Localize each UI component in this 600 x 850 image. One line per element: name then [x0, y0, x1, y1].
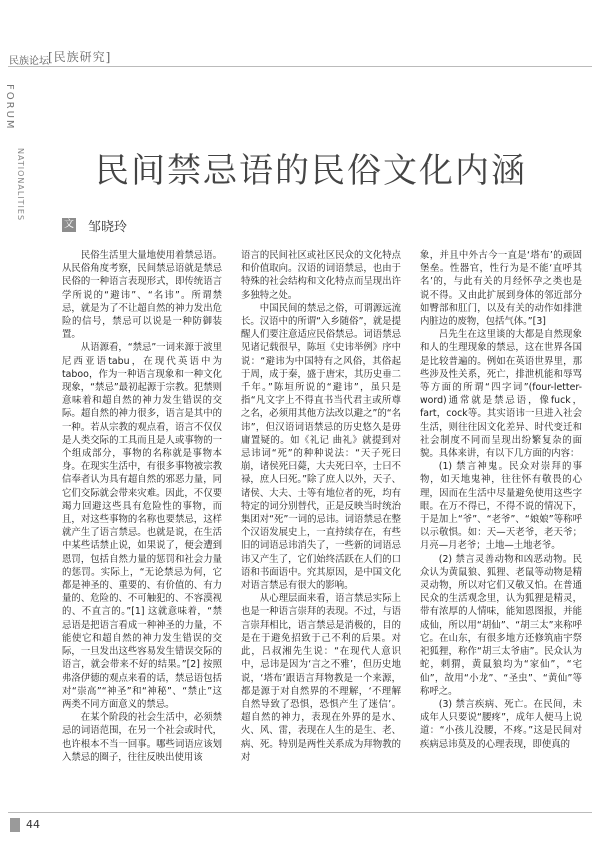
paragraph: 民俗生活里大量地使用着禁忌语。从民俗角度考察，民间禁忌语就是禁忌民俗的一种语言表现形式，即传统语言学所说的“避讳”、“名讳”。所谓禁忌，就是为了不让超自然的神力发出危险的信号，禁忌可以说是一种防御装置。 — [62, 250, 222, 341]
paragraph: 从心理层面来看，语言禁忌实际上也是一种语言崇拜的表现。不过，与语言崇拜相比，语言禁忌是消极的，目的是在于避免招致于己不利的后果。对此，吕叔湘先生说：“在现代人意识中，忌讳是因为‘言之不雅’，但历史地说，‘塔布’跟语言拜物教是一个来源，都是源于对自然界的不理解，‘不理解自然导致了恐惧，恐惧产生了迷信’。超自然的神力，表现在外界的是水、火、风、雷，表现在人生的是生、老、病、死。特别是两性关系成为拜物教的对 — [241, 593, 401, 763]
paragraph: 语言的民间社区或社区民众的文化特点和价值取向。汉语的词语禁忌，也由于特殊的社会结构和文化特点而呈现出许多独特之处。 — [241, 250, 401, 301]
paragraph: (1) 禁言神鬼。民众对崇拜的事物，如天地鬼神，往往怀有敬畏的心理，因而在生活中尽量避免使用这些字眼。在万不得已，不得不说的情况下，于是加上“爷”、“老爷”、“娘娘”等称呼以示敬惧。如：天—天老爷，老天爷；月亮—月老爷；土地—土地老爷。 — [420, 461, 582, 552]
section-label: [民族研究] — [48, 50, 112, 64]
text-column-2 — [241, 249, 401, 805]
footer-rule — [8, 812, 592, 813]
paragraph: 中国民间的禁忌之俗，可谓源远流长。汉语中的所谓“入乡随俗”，就是提醒人们要注意适应民俗禁忌。词语禁忌见诸记载很早，陈垣《史讳举例》序中说：“避讳为中国特有之风俗，其俗起于周，成于秦，盛于唐宋，其历史垂二千年。”陈垣所说的“避讳”，虽只是指“凡文字上不得直书当代君主或所尊之名，必须用其他方法改以避之”的“名讳”，但汉语词语禁忌的历史悠久是毋庸置疑的。如《礼记 曲礼》就提到对忌讳词“死”的种种说法：“天子死曰崩，诸侯死曰薨，大夫死曰卒，士曰不禄，庶人曰死。”除了庶人以外，天子、诸侯、大夫、士等有地位者的死，均有特定的词分别替代，正是反映当时统治集团对“死”一词的忌讳。词语禁忌在整个汉语发展史上，一直持续存在，有些旧的词语忌讳消失了，一些新的词语忌讳又产生了，它们始终活跃在人们的口语和书面语中。究其原因，是中国文化对语言禁忌有很大的影响。 — [241, 302, 401, 592]
author-mark: 文 — [64, 219, 74, 230]
article-author: 邹晓玲 — [88, 220, 128, 235]
paragraph: 象，并且中外古今一直是‘塔布’的顽固堡垒。性器官，性行为是不能‘直呼其名’的，与此有关的月经怀孕之类也是说不得。又由此扩展到身体的邻近部分如臀部和肛门，以及有关的动作如排泄内脏边的废物，包括气体。”[3] — [420, 250, 582, 328]
paragraph: 在某个阶段的社会生活中，必须禁忌的词语范围，在另一个社会或时代，也许根本不当一回事。哪些词语应该划入禁忌的圈子，往往反映出使用该 — [62, 712, 222, 763]
text-column-1 — [62, 249, 222, 805]
header-rule — [8, 66, 592, 67]
paragraph: (2) 禁言灵善动物和凶恶动物。民众认为黄鼠狼、狐狸、老鼠等动物是精灵动物，所以对它们又敬又怕。在普通民众的生活观念里，认为狐狸是精灵，带有浓厚的人情味，能知恩图报，并能成仙，所以用“胡仙”、“胡三太”来称呼它。在山东，有很多地方还修筑庙宇祭祀狐狸，称作“胡三太爷庙”。民众认为蛇，刺猬，黄鼠狼均为“家仙”，“宅仙”，故用“小龙”、“圣虫”、“黄仙”等称呼之。 — [420, 553, 582, 697]
paragraph: (3) 禁言疾病、死亡。在民间，未成年人只要说“腰疼”，成年人便马上说道：“小孩儿没腰，不疼。”这是民间对疾病忌讳莫及的心理表现，即使真的 — [420, 698, 582, 750]
page-number-bar — [10, 818, 20, 832]
page-number: 44 — [26, 818, 40, 831]
article-title: 民间禁忌语的民俗文化内涵 — [95, 150, 527, 191]
vertical-forum-label: FORUM — [4, 84, 15, 131]
text-column-3 — [420, 249, 582, 805]
paragraph: 从语源看，“禁忌”一词来源于波里尼西亚语tabu，在现代英语中为taboo，作为一种语言现象和一种文化现象，“禁忌”最初起源于宗教。犯禁则意味着和超自然的神力发生错误的交际。超自然的神力很多，语言是其中的一种。若从宗教的观点看，语言不仅仅是人类交际的工具而且是人或事物的一个组成部分，事物的名称就是事物本身。在现实生活中，有很多事物被宗教信奉者认为具有超自然的邪恶力量，同它们交际就会带来灾难。因此，不仅要竭力回避这些具有危险性的事物，而且，对这些事物的名称也要禁忌，这样就产生了语言禁忌。也就是说，在生活中某些话禁止说，如果说了，便会遭到恩罚，包括自然力量的惩罚和社会力量的惩罚。实际上，“无论禁忌为何，它都是神圣的、重要的、有价值的、有力量的、危险的、不可触犯的、不容漠视的、不直言的。”[1] 这就意味着，“禁忌语是把语言看成一种神圣的力量，不能使它和超自然的神力发生错误的交际，一旦发出这些容易发生错误交际的语言，就会带来不好的结果。”[2] 按照弗洛伊德的观点来看的话，禁忌语包括对“崇高”“神圣”和“神秘”、“禁止”这两类不同方面意义的禁忌。 — [62, 342, 222, 710]
journal-name: 民族论坛 — [9, 56, 49, 67]
paragraph: 吕先生在这里谈的大都是自然现象和人的生理现象的禁忌，这在世界各国是比较普遍的。例如在英语世界里，那些涉及性关系，死亡，排泄机能和辱骂等方面的所谓“四字词”(four-letter-word)通常就是禁忌语，像fuck，fart，cock等。其实语讳一旦进入社会生活，则往往因文化差异、时代变迁和社会制度不同而呈现出纷繁复杂的面貌。具体来讲，有以下几方面的内容： — [420, 329, 582, 460]
vertical-nationalities-label: NATIONALITIES — [16, 148, 25, 222]
